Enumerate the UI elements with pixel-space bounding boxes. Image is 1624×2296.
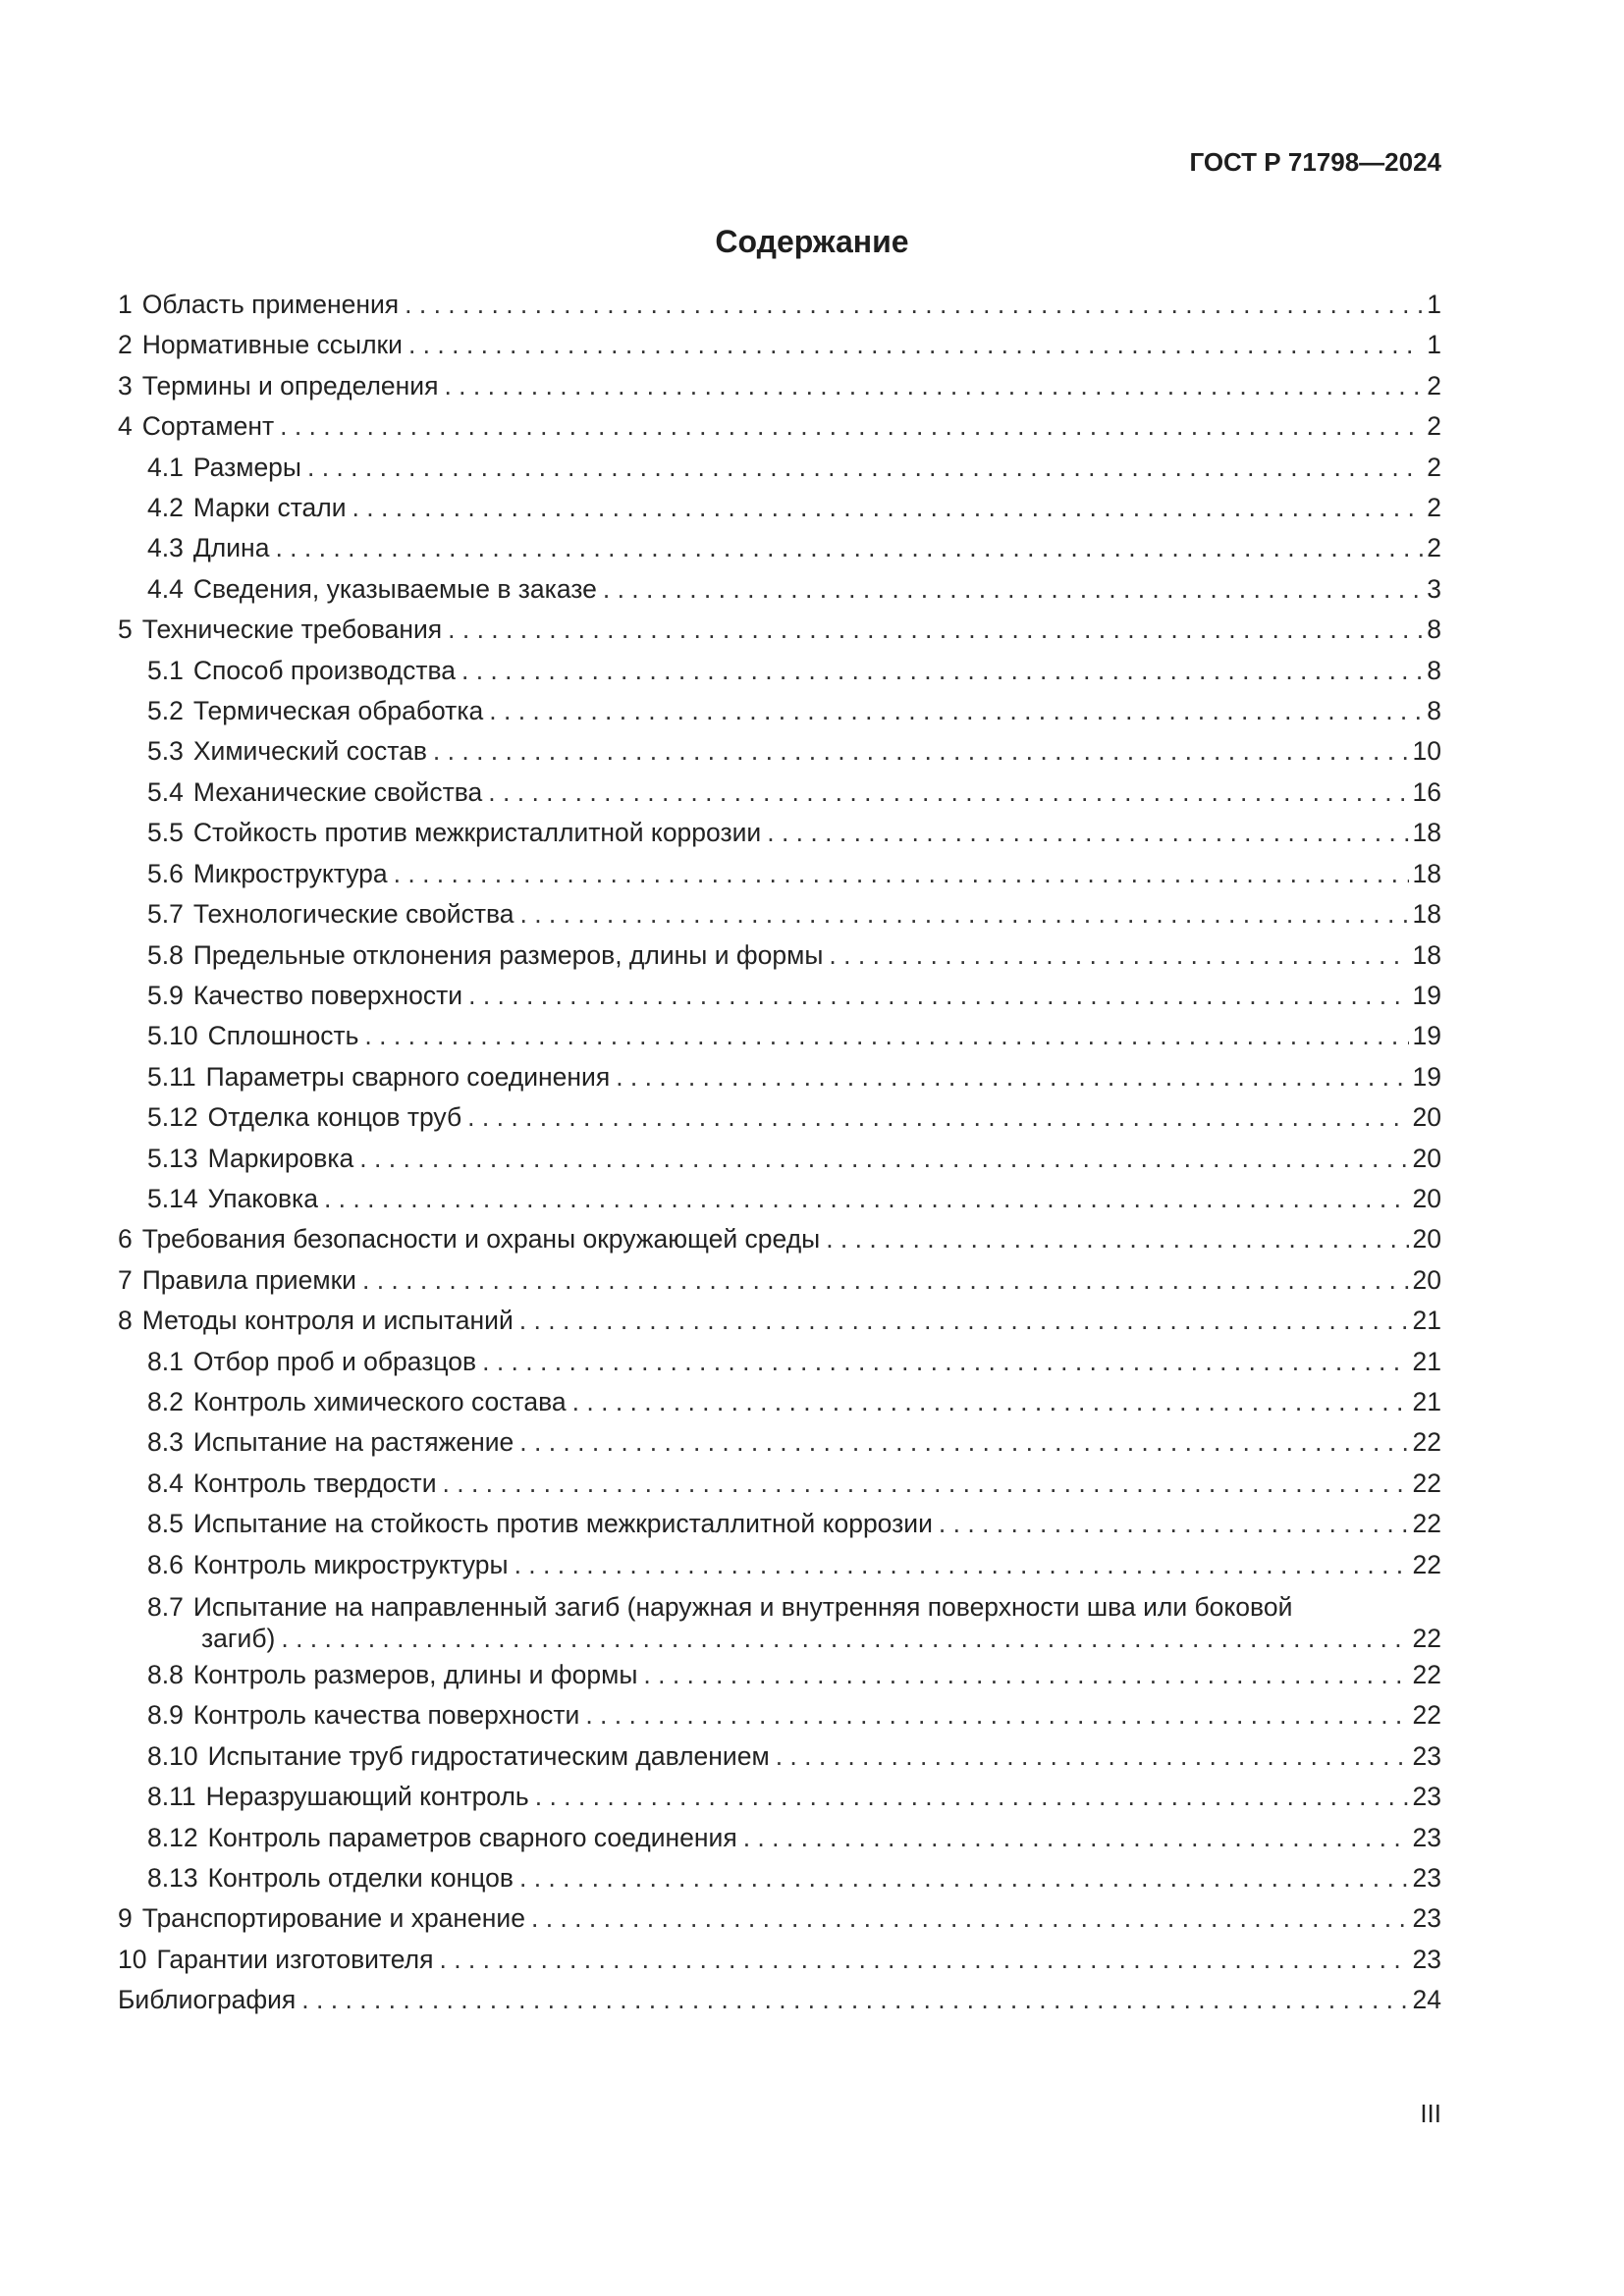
toc-entry[interactable] bbox=[118, 773, 1441, 813]
toc-entry-title: Контроль параметров сварного соединения bbox=[207, 1822, 737, 1852]
dot-leader bbox=[467, 1097, 1408, 1138]
toc-entry[interactable] bbox=[118, 406, 1441, 447]
toc-entry-page: 19 bbox=[1412, 1021, 1441, 1051]
toc-entry-number: 3 bbox=[118, 370, 133, 400]
toc-entry-number: 8.11 bbox=[147, 1782, 196, 1812]
dot-leader bbox=[519, 894, 1408, 934]
table-of-contents bbox=[118, 285, 1441, 2021]
toc-entry-title: Контроль отделки концов bbox=[207, 1863, 514, 1894]
toc-entry-number: 5.3 bbox=[147, 736, 184, 767]
dot-leader bbox=[352, 488, 1424, 528]
toc-entry[interactable] bbox=[118, 894, 1441, 934]
toc-entry[interactable] bbox=[118, 366, 1441, 406]
toc-entry-page: 22 bbox=[1412, 1624, 1441, 1653]
toc-entry-title: Маркировка bbox=[207, 1143, 354, 1173]
dot-leader bbox=[394, 854, 1409, 894]
toc-entry-title: Испытание труб гидростатическим давлением bbox=[207, 1740, 770, 1771]
toc-entry[interactable] bbox=[118, 731, 1441, 772]
dot-leader bbox=[616, 1057, 1408, 1097]
toc-entry-title: Сплошность bbox=[207, 1021, 359, 1051]
toc-entry-title: Способ производства bbox=[192, 655, 456, 685]
toc-entry-title: Методы контроля и испытаний bbox=[141, 1306, 514, 1336]
toc-entry-page: 21 bbox=[1412, 1386, 1441, 1416]
toc-entry-page: 16 bbox=[1412, 776, 1441, 807]
toc-entry-title: Контроль твердости bbox=[192, 1468, 437, 1498]
toc-entry-number: 4 bbox=[118, 411, 133, 442]
toc-entry-page: 20 bbox=[1412, 1102, 1441, 1133]
toc-entry-number: 8.3 bbox=[147, 1427, 184, 1458]
toc-entry-page: 1 bbox=[1427, 290, 1441, 319]
toc-entry[interactable] bbox=[118, 1858, 1441, 1898]
toc-entry[interactable] bbox=[118, 1342, 1441, 1382]
toc-entry-title: Сведения, указываемые в заказе bbox=[192, 573, 597, 604]
toc-entry-number: 8.10 bbox=[147, 1740, 198, 1771]
dot-leader bbox=[405, 285, 1423, 325]
toc-entry-number: 5.11 bbox=[147, 1061, 196, 1092]
toc-entry-title: Транспортирование и хранение bbox=[141, 1903, 525, 1934]
toc-entry-title: Механические свойства bbox=[192, 776, 483, 807]
toc-entry-number: 8.4 bbox=[147, 1468, 184, 1498]
dot-leader bbox=[448, 610, 1423, 650]
toc-entry-number: 10 bbox=[118, 1944, 147, 1974]
toc-entry-number: 5.8 bbox=[147, 939, 184, 970]
toc-entry-number: 5.7 bbox=[147, 899, 184, 930]
toc-entry-page: 23 bbox=[1412, 1740, 1441, 1771]
toc-entry-title: Микроструктура bbox=[192, 858, 388, 888]
toc-entry-number: 8.12 bbox=[147, 1822, 198, 1852]
toc-entry[interactable] bbox=[118, 1504, 1441, 1544]
toc-entry[interactable] bbox=[118, 1898, 1441, 1939]
dot-leader bbox=[408, 325, 1423, 365]
dot-leader bbox=[281, 1623, 1408, 1655]
toc-entry-title: Параметры сварного соединения bbox=[205, 1061, 611, 1092]
toc-entry[interactable] bbox=[118, 1382, 1441, 1422]
toc-entry-title: Химический состав bbox=[192, 736, 427, 767]
toc-entry-number: 5.4 bbox=[147, 776, 184, 807]
toc-entry[interactable] bbox=[118, 1940, 1441, 1980]
toc-entry-page: 23 bbox=[1412, 1863, 1441, 1894]
toc-entry-number: 8.7 bbox=[147, 1592, 184, 1622]
toc-entry[interactable] bbox=[118, 1695, 1441, 1735]
toc-entry-page: 22 bbox=[1412, 1468, 1441, 1498]
toc-entry[interactable] bbox=[118, 1260, 1441, 1301]
dot-leader bbox=[439, 1940, 1408, 1980]
toc-entry[interactable] bbox=[118, 325, 1441, 365]
dot-leader bbox=[443, 1464, 1409, 1504]
toc-entry-number: 4.4 bbox=[147, 573, 184, 604]
toc-entry-title-continued: загиб) bbox=[201, 1624, 276, 1653]
toc-entry-title: Гарантии изготовителя bbox=[156, 1944, 434, 1974]
toc-entry-number: 6 bbox=[118, 1224, 133, 1255]
toc-entry[interactable] bbox=[118, 610, 1441, 650]
toc-entry-number: 8.1 bbox=[147, 1346, 184, 1376]
dot-leader bbox=[482, 1342, 1408, 1382]
toc-entry[interactable] bbox=[118, 1219, 1441, 1259]
toc-entry-page: 3 bbox=[1427, 573, 1441, 604]
toc-entry[interactable] bbox=[118, 1980, 1441, 2020]
dot-leader bbox=[767, 813, 1408, 853]
toc-entry-page: 22 bbox=[1412, 1660, 1441, 1689]
toc-entry-page: 22 bbox=[1412, 1427, 1441, 1458]
toc-entry[interactable] bbox=[118, 1139, 1441, 1179]
toc-entry-number: 5.9 bbox=[147, 980, 184, 1010]
dot-leader bbox=[572, 1382, 1409, 1422]
dot-leader bbox=[488, 773, 1408, 813]
toc-entry[interactable] bbox=[118, 1777, 1441, 1817]
dot-leader bbox=[280, 406, 1423, 447]
toc-entry-number: 9 bbox=[118, 1903, 133, 1934]
toc-entry-title: Испытание на направленный загиб (наружная и внутренняя поверхности шва или боковой bbox=[192, 1592, 1293, 1622]
toc-entry-title: Термическая обработка bbox=[192, 696, 484, 726]
toc-entry-title: Технологические свойства bbox=[192, 899, 514, 930]
toc-entry-title: Термины и определения bbox=[141, 370, 439, 400]
document-code: ГОСТ Р 71798—2024 bbox=[1189, 147, 1441, 177]
toc-entry-page: 18 bbox=[1412, 899, 1441, 930]
dot-leader bbox=[307, 448, 1423, 488]
toc-entry-page: 20 bbox=[1412, 1183, 1441, 1213]
dot-leader bbox=[519, 1301, 1409, 1341]
toc-entry-page: 18 bbox=[1412, 858, 1441, 888]
toc-entry-page: 8 bbox=[1427, 614, 1441, 645]
toc-entry[interactable] bbox=[118, 488, 1441, 528]
toc-entry-title: Область применения bbox=[141, 290, 400, 319]
toc-entry-title: Библиография bbox=[118, 1985, 297, 2015]
dot-leader bbox=[433, 731, 1409, 772]
dot-leader bbox=[776, 1736, 1409, 1777]
toc-entry-title: Требования безопасности и охраны окружающей среды bbox=[141, 1224, 821, 1255]
toc-entry-title: Правила приемки bbox=[141, 1264, 356, 1295]
toc-entry[interactable] bbox=[118, 448, 1441, 488]
toc-entry[interactable] bbox=[118, 1057, 1441, 1097]
toc-entry-number: 5 bbox=[118, 614, 133, 645]
toc-entry-title: Качество поверхности bbox=[192, 980, 463, 1010]
toc-entry-page: 20 bbox=[1412, 1264, 1441, 1295]
toc-entry-page: 2 bbox=[1427, 452, 1441, 482]
toc-entry-page: 24 bbox=[1412, 1985, 1441, 2015]
toc-entry-number: 5.13 bbox=[147, 1143, 198, 1173]
toc-entry-title: Отделка концов труб bbox=[207, 1102, 462, 1133]
toc-entry[interactable] bbox=[118, 976, 1441, 1016]
toc-entry-page: 23 bbox=[1412, 1903, 1441, 1934]
toc-entry-page: 18 bbox=[1412, 818, 1441, 848]
toc-entry-title: Контроль химического состава bbox=[192, 1386, 567, 1416]
dot-leader bbox=[519, 1422, 1408, 1463]
dot-leader bbox=[514, 1545, 1409, 1585]
toc-entry-number: 4.3 bbox=[147, 533, 184, 563]
toc-entry-page: 19 bbox=[1412, 980, 1441, 1010]
toc-entry[interactable] bbox=[118, 1818, 1441, 1858]
toc-entry[interactable] bbox=[118, 1655, 1441, 1695]
toc-entry-number: 8.6 bbox=[147, 1549, 184, 1579]
toc-entry[interactable] bbox=[118, 1545, 1441, 1585]
dot-leader bbox=[826, 1219, 1408, 1259]
toc-entry-title: Нормативные ссылки bbox=[141, 330, 403, 360]
dot-leader bbox=[643, 1655, 1408, 1695]
toc-entry[interactable] bbox=[118, 854, 1441, 894]
toc-entry[interactable] bbox=[118, 1301, 1441, 1341]
toc-entry-number: 8.2 bbox=[147, 1386, 184, 1416]
toc-entry[interactable] bbox=[118, 651, 1441, 691]
toc-entry[interactable] bbox=[118, 935, 1441, 976]
toc-entry-number: 5.10 bbox=[147, 1021, 198, 1051]
dot-leader bbox=[461, 651, 1423, 691]
toc-entry[interactable] bbox=[118, 1179, 1441, 1219]
toc-entry[interactable] bbox=[118, 1736, 1441, 1777]
toc-entry-page: 2 bbox=[1427, 493, 1441, 523]
toc-entry-number: 8.13 bbox=[147, 1863, 198, 1894]
toc-entry-title: Испытание на растяжение bbox=[192, 1427, 514, 1458]
toc-entry-title: Неразрушающий контроль bbox=[205, 1782, 529, 1812]
toc-entry-title: Стойкость против межкристаллитной коррозии bbox=[192, 818, 762, 848]
toc-entry[interactable] bbox=[118, 528, 1441, 568]
toc-entry-title: Отбор проб и образцов bbox=[192, 1346, 477, 1376]
toc-entry-number: 5.6 bbox=[147, 858, 184, 888]
toc-entry[interactable] bbox=[118, 285, 1441, 325]
toc-entry-page: 20 bbox=[1412, 1224, 1441, 1255]
toc-entry-number: 8.9 bbox=[147, 1700, 184, 1731]
toc-entry-page: 19 bbox=[1412, 1061, 1441, 1092]
dot-leader bbox=[324, 1179, 1409, 1219]
toc-entry-page: 2 bbox=[1427, 370, 1441, 400]
toc-entry-number: 4.1 bbox=[147, 452, 184, 482]
toc-entry-number: 4.2 bbox=[147, 493, 184, 523]
toc-entry-title: Испытание на стойкость против межкристаллитной коррозии bbox=[192, 1509, 933, 1539]
toc-title: Содержание bbox=[715, 224, 909, 259]
toc-entry-page: 8 bbox=[1427, 655, 1441, 685]
toc-entry-title: Размеры bbox=[192, 452, 301, 482]
toc-entry-page: 23 bbox=[1412, 1944, 1441, 1974]
toc-entry-number: 8 bbox=[118, 1306, 133, 1336]
dot-leader bbox=[531, 1898, 1409, 1939]
dot-leader bbox=[489, 691, 1423, 731]
toc-entry-number: 5.12 bbox=[147, 1102, 198, 1133]
toc-entry-number: 2 bbox=[118, 330, 133, 360]
toc-entry-page: 8 bbox=[1427, 696, 1441, 726]
toc-entry-page: 21 bbox=[1412, 1306, 1441, 1336]
dot-leader bbox=[275, 528, 1423, 568]
toc-entry[interactable] bbox=[118, 1422, 1441, 1463]
toc-entry-title: Технические требования bbox=[141, 614, 443, 645]
toc-entry-page: 22 bbox=[1412, 1509, 1441, 1539]
toc-entry[interactable] bbox=[118, 1585, 1441, 1655]
toc-entry[interactable] bbox=[118, 691, 1441, 731]
toc-entry[interactable] bbox=[118, 1097, 1441, 1138]
dot-leader bbox=[743, 1818, 1409, 1858]
dot-leader bbox=[364, 1016, 1408, 1056]
toc-entry-title: Сортамент bbox=[141, 411, 275, 442]
toc-entry-number: 5.5 bbox=[147, 818, 184, 848]
toc-entry-title: Контроль размеров, длины и формы bbox=[192, 1660, 638, 1689]
toc-entry-number: 5.14 bbox=[147, 1183, 198, 1213]
toc-entry-page: 23 bbox=[1412, 1822, 1441, 1852]
dot-leader bbox=[468, 976, 1408, 1016]
toc-entry-title: Упаковка bbox=[207, 1183, 318, 1213]
toc-entry-title: Контроль качества поверхности bbox=[192, 1700, 580, 1731]
dot-leader bbox=[829, 935, 1408, 976]
dot-leader bbox=[535, 1777, 1409, 1817]
dot-leader bbox=[444, 366, 1423, 406]
toc-entry-page: 2 bbox=[1427, 411, 1441, 442]
toc-entry-title: Контроль микроструктуры bbox=[192, 1549, 509, 1579]
toc-entry-page: 22 bbox=[1412, 1549, 1441, 1579]
toc-entry-number: 8.5 bbox=[147, 1509, 184, 1539]
toc-entry-title: Марки стали bbox=[192, 493, 347, 523]
dot-leader bbox=[359, 1139, 1408, 1179]
toc-entry[interactable] bbox=[118, 1464, 1441, 1504]
toc-entry-page: 10 bbox=[1412, 736, 1441, 767]
toc-entry-number: 5.2 bbox=[147, 696, 184, 726]
toc-entry-page: 23 bbox=[1412, 1782, 1441, 1812]
toc-entry-title: Предельные отклонения размеров, длины и формы bbox=[192, 939, 824, 970]
dot-leader bbox=[585, 1695, 1408, 1735]
dot-leader bbox=[939, 1504, 1409, 1544]
page-number: III bbox=[1420, 2099, 1441, 2128]
dot-leader bbox=[603, 569, 1423, 610]
dot-leader bbox=[519, 1858, 1409, 1898]
toc-entry-number: 5.1 bbox=[147, 655, 184, 685]
toc-entry-page: 1 bbox=[1427, 330, 1441, 360]
toc-entry-page: 22 bbox=[1412, 1700, 1441, 1731]
dot-leader bbox=[362, 1260, 1409, 1301]
toc-entry[interactable] bbox=[118, 1016, 1441, 1056]
toc-entry-title: Длина bbox=[192, 533, 270, 563]
toc-entry-page: 2 bbox=[1427, 533, 1441, 563]
toc-entry-number: 1 bbox=[118, 290, 133, 319]
toc-entry[interactable] bbox=[118, 813, 1441, 853]
toc-entry-number: 7 bbox=[118, 1264, 133, 1295]
toc-entry-page: 20 bbox=[1412, 1143, 1441, 1173]
toc-entry-page: 21 bbox=[1412, 1346, 1441, 1376]
toc-entry-number: 8.8 bbox=[147, 1660, 184, 1689]
dot-leader bbox=[301, 1980, 1408, 2020]
toc-entry-page: 18 bbox=[1412, 939, 1441, 970]
toc-entry[interactable] bbox=[118, 569, 1441, 610]
